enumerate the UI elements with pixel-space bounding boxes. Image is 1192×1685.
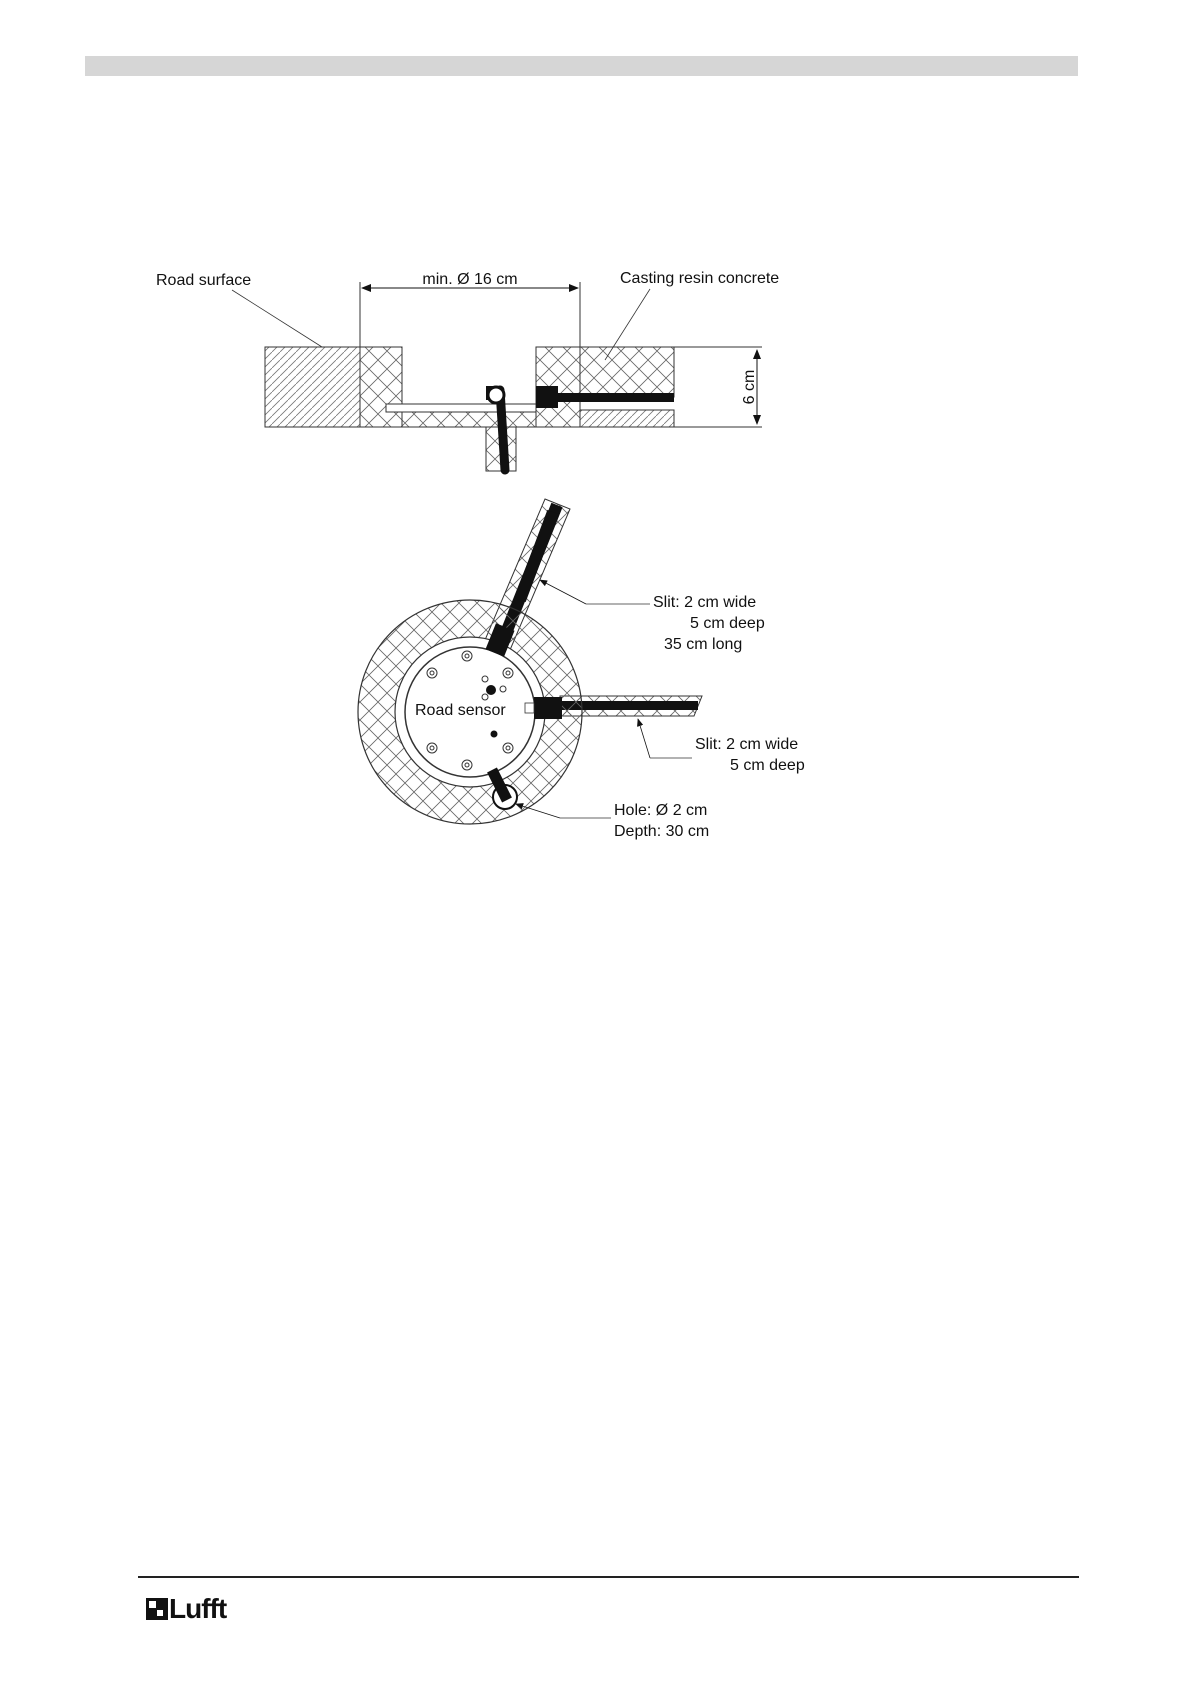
hole-line-1: Hole: Ø 2 cm [614,802,708,819]
horizontal-cable [556,393,674,402]
long-slit-leader [540,580,586,604]
short-slit-line-2: 5 cm deep [730,757,805,774]
resin-base [402,412,536,427]
cross-section-view [156,270,779,471]
short-slit-connector [534,697,562,719]
sensor-lower-dot [491,731,498,738]
diameter-label: min. Ø 16 cm [422,271,518,288]
resin-extension [580,347,674,397]
short-slit-leader [638,719,650,758]
cable-elbow [488,387,504,403]
road-sensor-label: Road sensor [415,702,506,719]
long-slit-line-3: 35 cm long [664,636,743,653]
road-lower-right [580,410,674,427]
long-slit-line-2: 5 cm deep [690,615,765,632]
logo-text: Lufft [169,1593,227,1624]
resin-left-wall [360,347,402,427]
cable-connector [536,386,558,408]
road-surface-label: Road surface [156,272,252,289]
sensor-plate [386,404,536,412]
footer-rule [138,1576,1079,1578]
top-view [358,499,805,840]
short-slit-line-1: Slit: 2 cm wide [695,736,799,753]
logo-mark-icon [146,1598,168,1620]
lufft-logo [146,1594,226,1624]
hole-line-2: Depth: 30 cm [614,823,710,840]
sensor-center-dot [486,685,496,695]
road-surface-block [265,347,360,427]
resin-label: Casting resin concrete [620,270,780,287]
depth-label: 6 cm [741,369,758,405]
long-slit-line-1: Slit: 2 cm wide [653,594,757,611]
